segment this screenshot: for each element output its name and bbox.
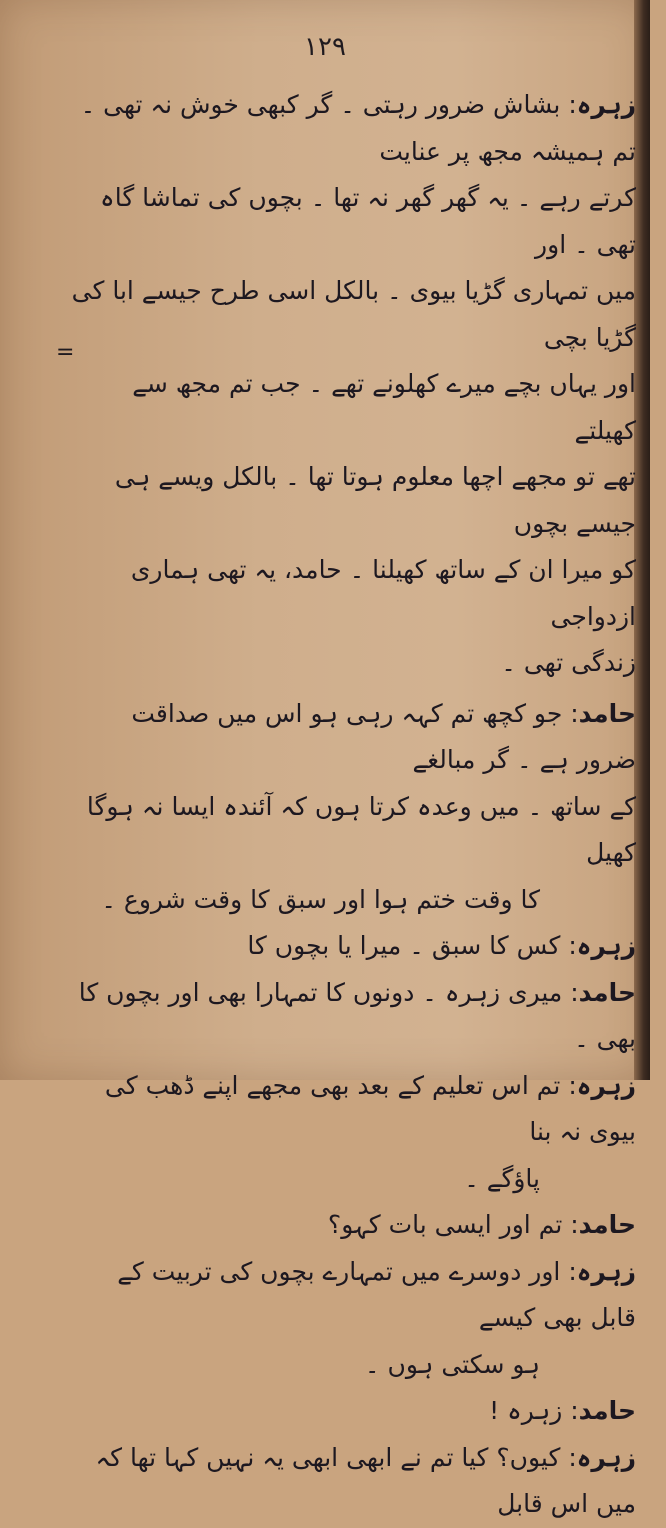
page-edge — [634, 0, 650, 1080]
line-text: میری زہرہ ۔ دونوں کا تمہارا بھی اور بچوں کا بھی ۔ — [78, 977, 636, 1053]
text-line — [68, 640, 636, 687]
speaker-name: حامد — [578, 1210, 636, 1239]
line-text: زہرہ ! — [489, 1396, 563, 1425]
text-line: حامد: میری زہرہ ۔ دونوں کا تمہارا بھی اور بچوں کا بھی ۔ — [78, 977, 636, 1053]
line-text: بشاش ضرور رہتی ۔ گر کبھی خوش نہ تھی ۔ تم ہمیشہ مجھ پر عنایت — [80, 90, 636, 166]
page-number: ۱۲۹ — [304, 32, 346, 62]
text-line: حامد: زہرہ ! — [489, 1396, 636, 1425]
text-line — [68, 877, 636, 924]
text-line — [68, 1156, 636, 1203]
line-text: اور یہاں بچے میرے کھلونے تھے ۔ جب تم مجھ سے کھیلتے — [132, 369, 636, 445]
speaker-name: حامد — [578, 1396, 636, 1425]
speaker-name: حامد — [578, 977, 636, 1007]
line-text: کیوں؟ کیا تم نے ابھی ابھی یہ نہیں کہا تھا کہ میں اس قابل — [95, 1442, 636, 1518]
line-text: زندگی تھی ۔ — [501, 648, 636, 677]
text-line: زہرہ: کیوں؟ کیا تم نے ابھی ابھی یہ نہیں کہا تھا کہ میں اس قابل — [95, 1442, 636, 1518]
line-text: تم اور ایسی بات کہو؟ — [327, 1210, 563, 1239]
line-text: تم اس تعلیم کے بعد بھی مجھے اپنے ڈھب کی بیوی نہ بنا — [104, 1070, 636, 1146]
text-line — [68, 268, 636, 361]
speaker-name: زہرہ — [576, 931, 636, 960]
text-line — [68, 361, 636, 454]
line-text: کا وقت ختم ہوا اور سبق کا وقت شروع ۔ — [101, 884, 540, 914]
margin-mark: = — [56, 340, 75, 365]
text-line — [68, 784, 636, 877]
line-text: اور دوسرے میں تمہارے بچوں کی تربیت کے قابل بھی کیسے — [117, 1256, 636, 1332]
text-line: زہرہ: تم اس تعلیم کے بعد بھی مجھے اپنے ڈھب کی بیوی نہ بنا — [104, 1070, 636, 1146]
speaker-name: حامد — [578, 698, 636, 728]
text-line: زہرہ: بشاش ضرور رہتی ۔ گر کبھی خوش نہ تھی ۔ تم ہمیشہ مجھ پر عنایت — [80, 90, 636, 166]
dialogue-text — [68, 82, 636, 1528]
line-text: تھے تو مجھے اچھا معلوم ہوتا تھا ۔ بالکل ویسے ہی جیسے بچوں — [114, 462, 636, 538]
line-text: کرتے رہے ۔ یہ گھر گھر نہ تھا ۔ بچوں کی تماشا گاہ تھی ۔ اور — [100, 183, 636, 259]
line-text: کو میرا ان کے ساتھ کھیلنا ۔ حامد، یہ تھی ہماری ازدواجی — [130, 555, 636, 631]
text-line: حامد: جو کچھ تم کہہ رہی ہو اس میں صداقت ضرور ہے ۔ گر مبالغے — [131, 698, 636, 774]
speaker-name: زہرہ — [576, 1442, 636, 1472]
text-line — [68, 1342, 636, 1389]
line-text: ہو سکتی ہوں ۔ — [364, 1349, 540, 1379]
line-text: کس کا سبق ۔ میرا یا بچوں کا — [247, 931, 561, 960]
text-line: حامد: تم اور ایسی بات کہو؟ — [327, 1210, 636, 1239]
text-line: زہرہ: اور دوسرے میں تمہارے بچوں کی تربیت کے قابل بھی کیسے — [117, 1256, 636, 1332]
speaker-name: زہرہ — [576, 1070, 636, 1100]
text-line — [68, 454, 636, 547]
line-text: میں تمہاری گڑیا بیوی ۔ بالکل اسی طرح جیسے ابا کی گڑیا بچی — [71, 276, 636, 352]
text-line — [68, 175, 636, 268]
line-text: پاؤگے ۔ — [464, 1163, 540, 1193]
line-text: جو کچھ تم کہہ رہی ہو اس میں صداقت ضرور ہے ۔ گر مبالغے — [131, 698, 636, 774]
text-line: زہرہ: کس کا سبق ۔ میرا یا بچوں کا — [247, 931, 636, 960]
text-line — [68, 547, 636, 640]
line-text: کے ساتھ ۔ میں وعدہ کرتا ہوں کہ آئندہ ایسا نہ ہوگا کھیل — [86, 791, 636, 867]
speaker-name: زہرہ — [576, 1256, 636, 1286]
speaker-name: زہرہ — [576, 90, 636, 119]
